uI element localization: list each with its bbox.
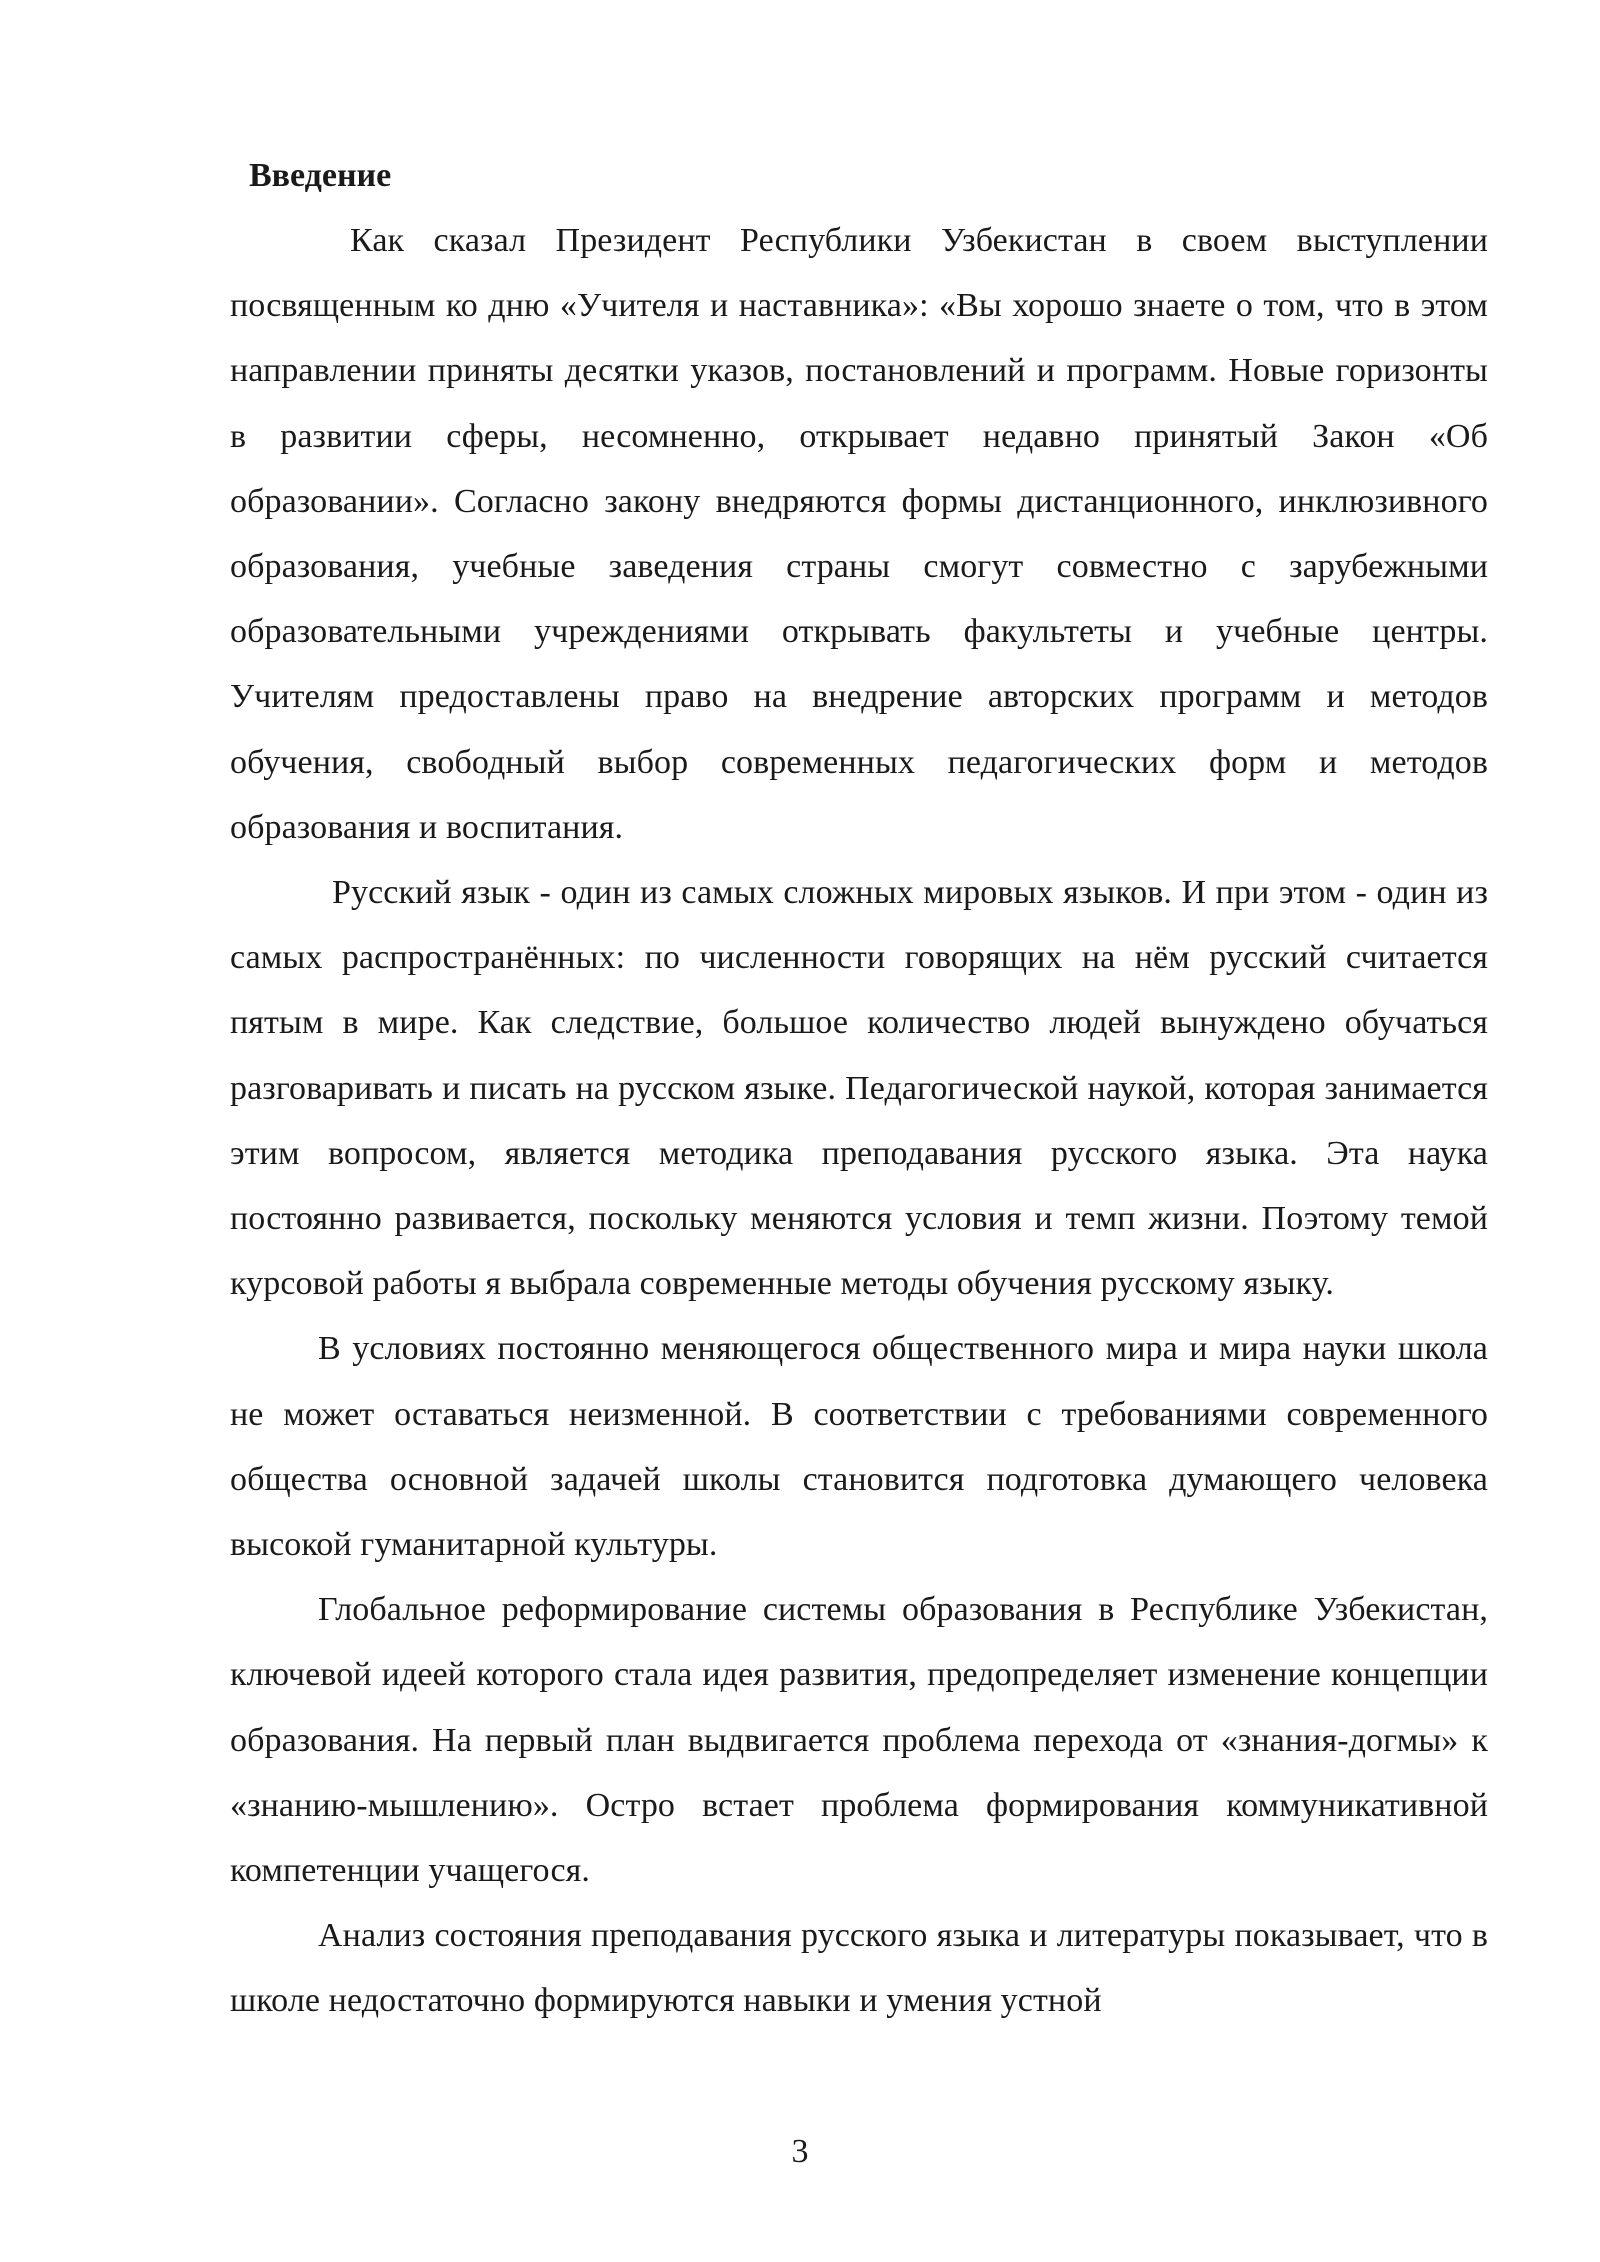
paragraph-teaching-analysis: Анализ состояния преподавания русского языка и литературы показывает, что в школе недостаточно формируются навыки и умения устной <box>230 1917 1488 2020</box>
paragraph-russian-language: Русский язык - один из самых сложных мировых языков. И при этом - один из самых распространённых: по численности говорящих на нём русский считается пятым в мире. Как следствие, большое количество людей вынуждено обучаться разговаривать и писать на русском языке. Педагогической наукой, которая занимается этим вопросом, является методика преподавания русского языка. Эта наука постоянно развивается, поскольку меняются условия и темп жизни. Поэтому темой курсовой работы я выбрала современные методы обучения русскому языку. <box>230 874 1488 1303</box>
paragraph-school-conditions: В условиях постоянно меняющегося общественного мира и мира науки школа не может оставаться неизменной. В соответствии с требованиями современного общества основной задачей школы становится подготовка думающего человека высокой гуманитарной культуры. <box>230 1330 1488 1564</box>
body-text <box>230 208 1488 2034</box>
paragraph-president-quote: Как сказал Президент Республики Узбекистан в своем выступлении посвященным ко дню «Учителя и наставника»: «Вы хорошо знаете о том, что в этом направлении приняты десятки указов, постановлений и программ. Новые горизонты в развитии сферы, несомненно, открывает недавно принятый Закон «Об образовании». Согласно закону внедряются формы дистанционного, инклюзивного образования, учебные заведения страны смогут совместно с зарубежными образовательными учреждениями открывать факультеты и учебные центры. Учителям предоставлены право на внедрение авторских программ и методов обучения, свободный выбор современных педагогических форм и методов образования и воспитания. <box>230 222 1488 846</box>
page-number: 3 <box>791 2133 809 2170</box>
paragraph-education-reform: Глобальное реформирование системы образования в Республике Узбекистан, ключевой идеей которого стала идея развития, предопределяет изменение концепции образования. На первый план выдвигается проблема перехода от «знания-догмы» к «знанию-мышлению». Остро встает проблема формирования коммуникативной компетенции учащегося. <box>230 1591 1488 1890</box>
section-heading: Введение <box>249 157 392 194</box>
